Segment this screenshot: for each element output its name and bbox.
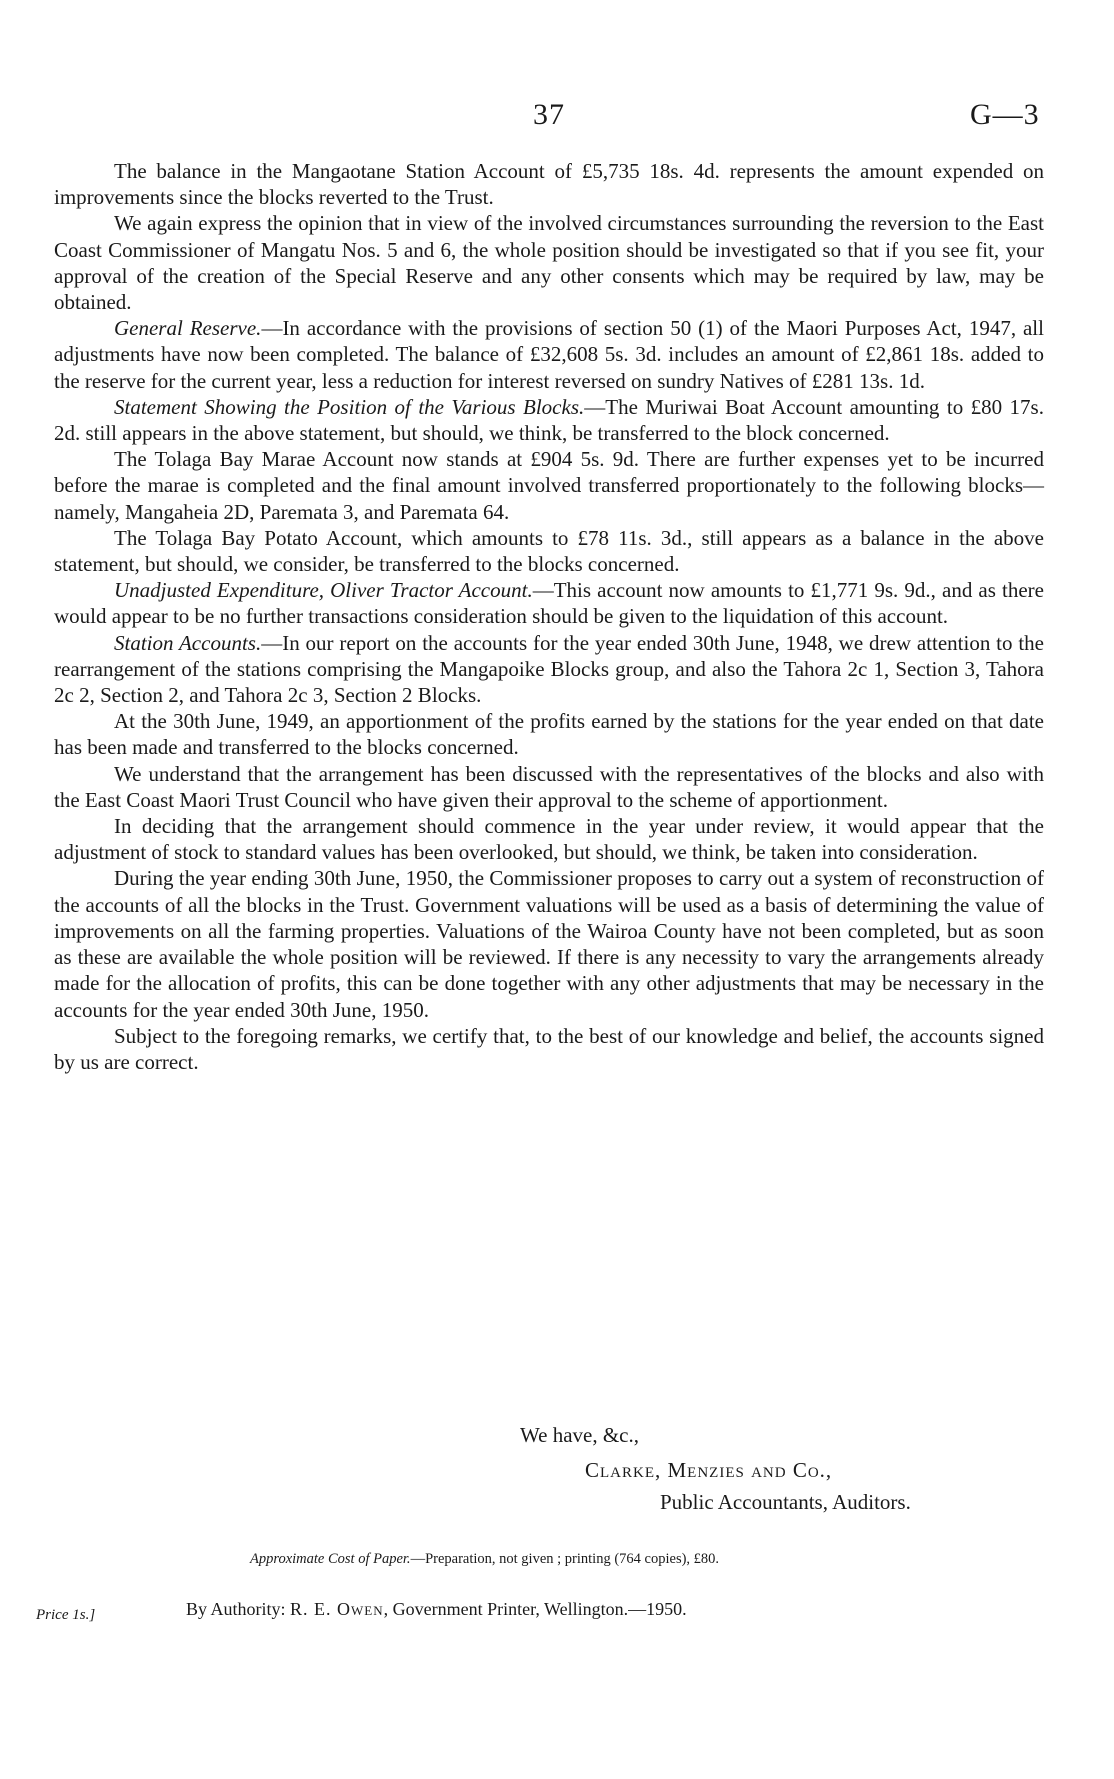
paragraph-station-accounts (54, 630, 1044, 709)
printer-authority (186, 1599, 687, 1620)
authority-suffix: , Government Printer, Wellington.—1950. (383, 1599, 687, 1619)
paragraph-apportionment: At the 30th June, 1949, an apportionment of the profits earned by the stations for the year ended on that date has been made and transferred to the blocks concerned. (54, 709, 1044, 760)
authority-name: R. E. Owen (290, 1599, 384, 1619)
paragraph-general-reserve (54, 315, 1044, 394)
paragraph-arrangement: We understand that the arrangement has been discussed with the representatives of the blocks and also with the East Coast Maori Trust Council who have given their approval to the scheme of apportionment. (54, 761, 1044, 812)
heading-tractor: Unadjusted Expenditure, Oliver Tractor Account. (114, 578, 533, 603)
paragraph-mangaotane: The balance in the Mangaotane Station Account of £5,735 18s. 4d. represents the amount expended on improvements since the blocks reverted to the Trust. (54, 159, 1044, 210)
heading-statement-blocks: Statement Showing the Position of the Various Blocks. (114, 394, 585, 419)
report-body (54, 158, 1044, 1075)
text-station-accounts: —In our report on the accounts for the year ended 30th June, 1948, we drew attention to the rearrangement of the stations comprising the Mangapoike Blocks group, and also the Tahora 2c 1, Section 3, Tahora 2c 2, Section 2, and Tahora 2c 3, Section 2 Blocks. (54, 630, 1044, 708)
page-number: 37 (533, 98, 565, 131)
price-note: Price 1s.] (36, 1607, 96, 1623)
paragraph-stock-adjustment: In deciding that the arrangement should commence in the year under review, it would appear that the adjustment of stock to standard values has been overlooked, but should, we think, be taken into consideration. (54, 814, 1044, 865)
authority-prefix: By Authority: (186, 1599, 291, 1619)
paragraph-mangatu: We again express the opinion that in view of the involved circumstances surrounding the reversion to the East Coast Commissioner of Mangatu Nos. 5 and 6, the whole position should be investigated so that if you see fit, your approval of the creation of the Special Reserve and any other consents which may be required by law, may be obtained. (54, 211, 1044, 315)
paragraph-reconstruction: During the year ending 30th June, 1950, the Commissioner proposes to carry out a system of reconstruction of the accounts of all the blocks in the Trust. Government valuations will be used as a basis of determining the value of improvements on all the farming properties. Valuations of the Wairoa County have not been completed, but as soon as these are available the whole position will be reviewed. If there is any necessity to vary the arrangements already made for the allocation of profits, this can be done together with any other adjustments that may be necessary in the accounts for the year ended 30th June, 1950. (54, 866, 1044, 1022)
paragraph-certification: Subject to the foregoing remarks, we certify that, to the best of our knowledge and belief, the accounts signed by us are correct. (54, 1023, 1044, 1074)
paragraph-potato: The Tolaga Bay Potato Account, which amounts to £78 11s. 3d., still appears as a balance in the above statement, but should, we consider, be transferred to the blocks concerned. (54, 525, 1044, 577)
cost-of-paper-note (250, 1551, 719, 1568)
cost-label: Approximate Cost of Paper. (250, 1551, 411, 1567)
signature-firm: Clarke, Menzies and Co., (585, 1458, 833, 1482)
paragraph-statement-blocks (54, 394, 1044, 446)
heading-station-accounts: Station Accounts. (114, 630, 262, 655)
cost-text: —Preparation, not given ; printing (764 copies), £80. (410, 1551, 720, 1567)
signature-role: Public Accountants, Auditors. (660, 1490, 911, 1514)
paragraph-tractor (54, 577, 1044, 629)
text-general-reserve: —In accordance with the provisions of section 50 (1) of the Maori Purposes Act, 1947, all adjustments have now been completed. The balance of £32,608 5s. 3d. includes an amount of £2,861 18s. added to the reserve for the current year, less a reduction for interest reversed on sundry Natives of £281 13s. 1d. (54, 316, 1044, 393)
document-code: G—3 (970, 98, 1040, 131)
text-tractor: —This account now amounts to £1,771 9s. 9d., and as there would appear to be no further transactions consideration should be given to the liquidation of this account. (54, 578, 1045, 629)
signature-salutation: We have, &c., (520, 1423, 640, 1447)
heading-general-reserve: General Reserve. (114, 316, 262, 341)
text-statement-blocks: —The Muriwai Boat Account amounting to £80 17s. 2d. still appears in the above statement, but should, we think, be transferred to the block concerned. (54, 394, 1044, 446)
paragraph-marae: The Tolaga Bay Marae Account now stands at £904 5s. 9d. There are further expenses yet to be incurred before the marae is completed and the final amount involved transferred proportionately to the following blocks—namely, Mangaheia 2D, Paremata 3, and Paremata 64. (54, 447, 1044, 524)
